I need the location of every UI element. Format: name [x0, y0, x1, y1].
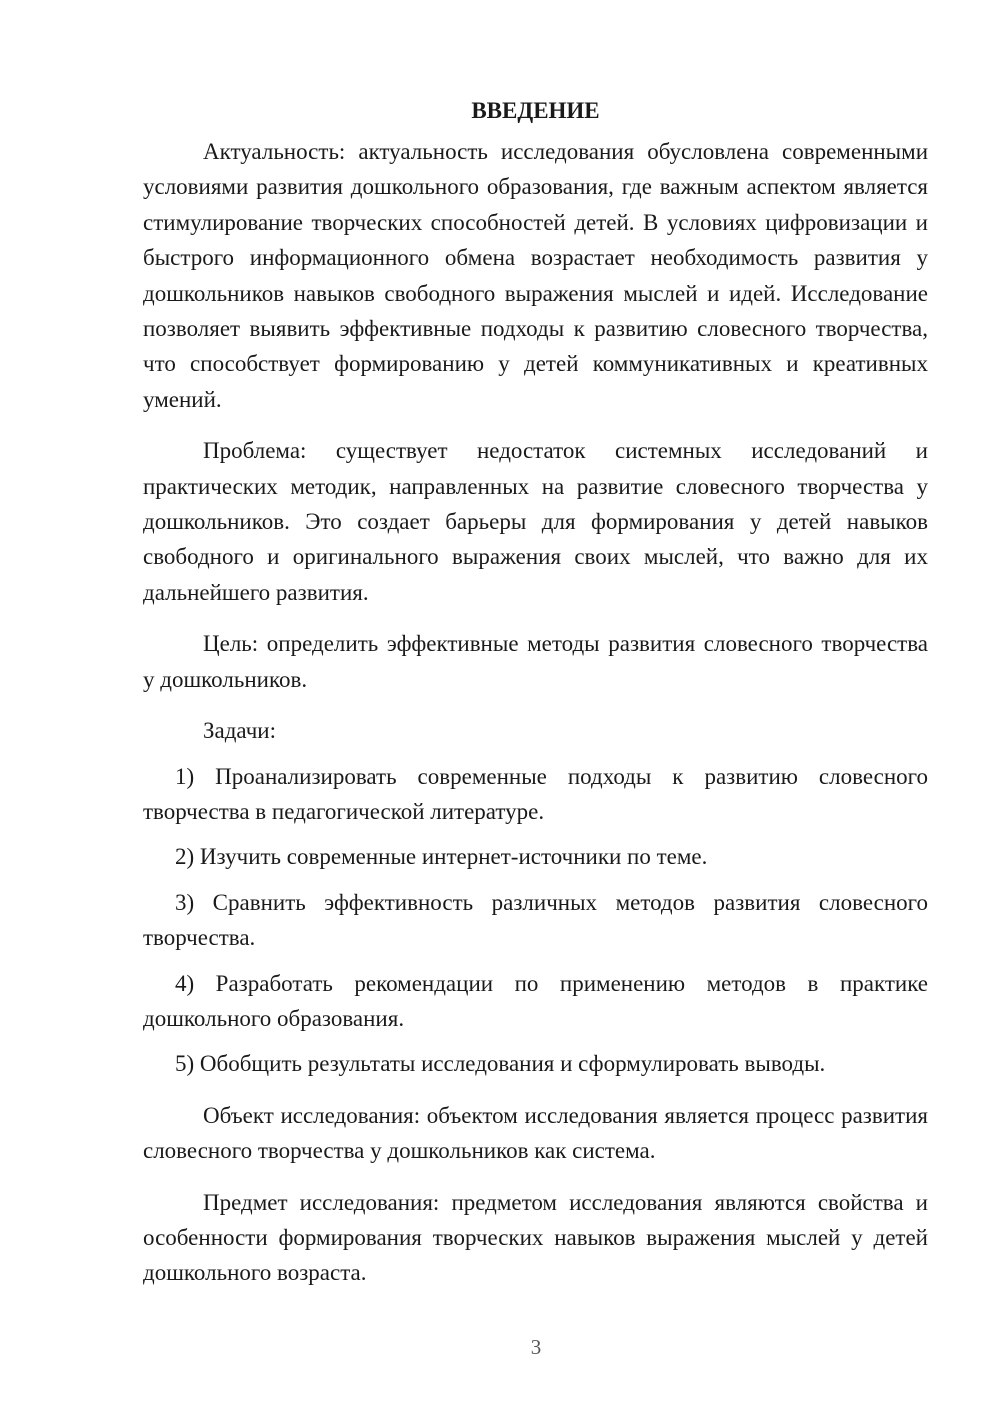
object-paragraph: Объект исследования: объектом исследования является процесс развития словесного творчества у дошкольников как система. [143, 1102, 928, 1164]
tasks-label: Задачи: [203, 718, 276, 744]
problem-paragraph: Проблема: существует недостаток системных исследований и практических методик, направленных на развитие словесного творчества у дошкольников. Это создает барьеры для формирования у детей навыков свободного и оригинального выражения своих мыслей, что важно для их дальнейшего развития. [143, 438, 928, 605]
page-number: 3 [530, 1335, 542, 1359]
task-item-4: 4) Разработать рекомендации по применению методов в практике дошкольного образования. [143, 970, 928, 1031]
task-item-5: 5) Обобщить результаты исследования и сформулировать выводы. [175, 1051, 826, 1077]
task-item-2: 2) Изучить современные интернет-источники по теме. [175, 844, 708, 870]
task-item-3: 3) Сравнить эффективность различных методов развития словесного творчества. [143, 889, 928, 951]
task-item-1: 1) Проанализировать современные подходы к развитию словесного творчества в педагогической литературе. [143, 763, 928, 824]
relevance-paragraph: Актуальность: актуальность исследования обусловлена современными условиями развития дошкольного образования, где важным аспектом является стимулирование творческих способностей детей. В условиях цифровизации и быстрого информационного обмена возрастает необходимость развития у дошкольников навыков свободного выражения мыслей и идей. Исследование позволяет выявить эффективные подходы к развитию словесного творчества, что способствует формированию у детей коммуникативных и креативных умений. [143, 139, 928, 412]
subject-paragraph: Предмет исследования: предметом исследования являются свойства и особенности формирования творческих навыков выражения мыслей у детей дошкольного возраста. [143, 1189, 928, 1286]
document-page [143, 93, 928, 1291]
goal-paragraph: Цель: определить эффективные методы развития словесного творчества у дошкольников. [143, 631, 928, 692]
section-heading: ВВЕДЕНИЕ [471, 98, 600, 123]
